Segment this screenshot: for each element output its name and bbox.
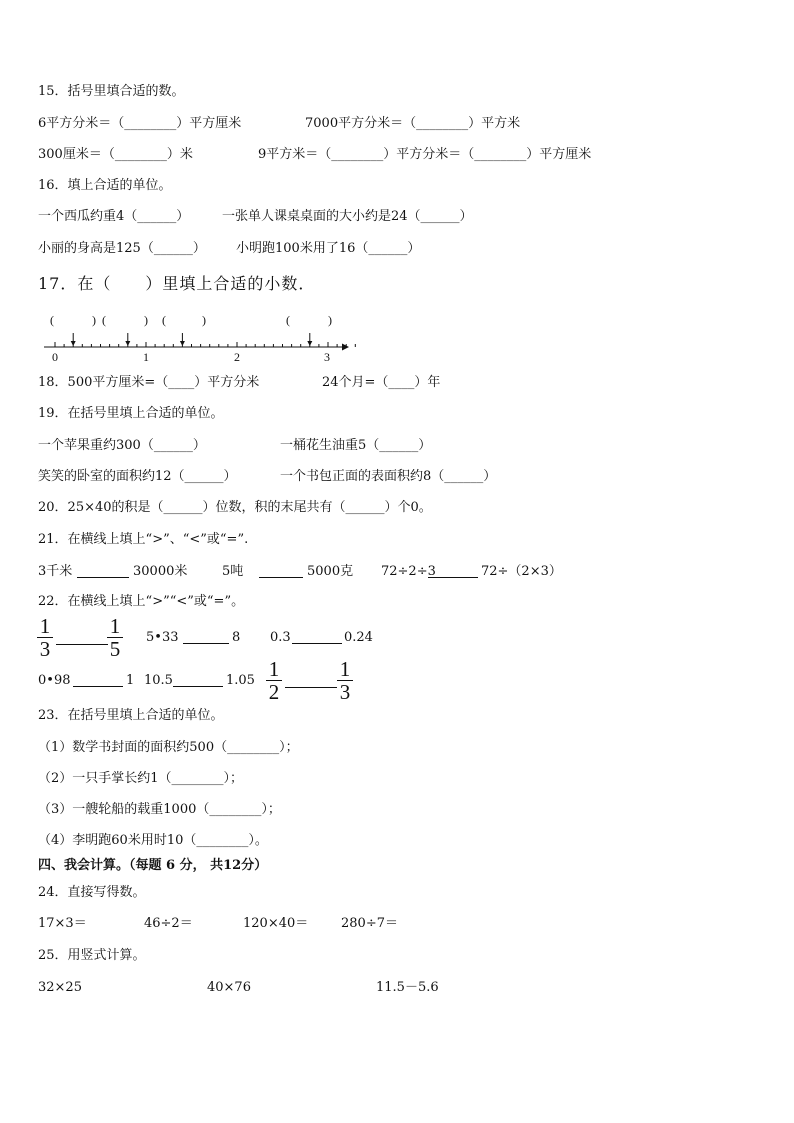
answer-blank[interactable] bbox=[428, 577, 478, 578]
paren-mark: ) bbox=[328, 313, 332, 327]
q25-item-1: 32×25 bbox=[38, 980, 82, 995]
q21-b-right: 5000克 bbox=[307, 564, 354, 579]
q22-e-right: 1.05 bbox=[226, 673, 255, 688]
answer-blank[interactable] bbox=[77, 577, 129, 578]
q21-c-right: 72÷（2×3） bbox=[481, 564, 562, 579]
q24-item-2: 46÷2＝ bbox=[144, 916, 193, 931]
q21-a-left: 3千米 bbox=[38, 564, 73, 579]
q16-d: 小明跑100米用了16（______） bbox=[236, 241, 421, 256]
q24-item-4: 280÷7＝ bbox=[341, 916, 398, 931]
q22-title: 22．在横线上填上“>”“<”或“=”。 bbox=[38, 594, 245, 609]
paren-mark: ( bbox=[162, 313, 166, 327]
q16-a: 一个西瓜约重4（______） bbox=[38, 209, 190, 224]
paren-mark: ) bbox=[202, 313, 206, 327]
fraction-one-third bbox=[37, 616, 53, 659]
q21-title: 21．在横线上填上“>”、“<”或“=”. bbox=[38, 532, 249, 547]
value-arrow bbox=[125, 333, 130, 346]
q24-title: 24．直接写得数。 bbox=[38, 885, 146, 900]
q25-item-3: 11.5－5.6 bbox=[376, 980, 439, 995]
q23-title: 23．在括号里填上合适的单位。 bbox=[38, 708, 224, 723]
q18-a: 18．500平方厘米=（____）平方分米 bbox=[38, 375, 260, 390]
axis-arrowhead bbox=[342, 344, 349, 351]
denominator: 5 bbox=[109, 637, 121, 661]
denominator: 3 bbox=[339, 680, 351, 704]
q25-title: 25．用竖式计算。 bbox=[38, 948, 146, 963]
q17-title: 17．在（ ）里填上合适的小数． bbox=[38, 274, 316, 293]
q24-item-3: 120×40＝ bbox=[243, 916, 309, 931]
fraction-one-third-b bbox=[337, 659, 353, 702]
repeating-decimal-0-98: 0•98 bbox=[38, 673, 71, 688]
q22-b-right: 8 bbox=[232, 630, 241, 645]
q19-c: 笑笑的卧室的面积约12（______） bbox=[38, 469, 237, 484]
q18-b: 24个月=（____）年 bbox=[322, 375, 441, 390]
numerator: 1 bbox=[339, 657, 351, 681]
paren-mark: ( bbox=[102, 313, 106, 327]
section-heading: 四、我会计算。（每题 6 分， 共12分） bbox=[38, 858, 268, 873]
q24-item-1: 17×3＝ bbox=[38, 916, 87, 931]
q23-item-2: （2）一只手掌长约1（________）； bbox=[38, 771, 244, 786]
q19-title: 19．在括号里填上合适的单位。 bbox=[38, 406, 224, 421]
paren-mark: ( bbox=[50, 313, 54, 327]
answer-blank[interactable] bbox=[292, 643, 342, 644]
q23-item-1: （1）数学书封面的面积约500（________）； bbox=[38, 740, 299, 755]
repeating-decimal-5-33: 5•33 bbox=[146, 630, 179, 645]
denominator: 3 bbox=[39, 637, 51, 661]
paren-mark: ) bbox=[144, 313, 148, 327]
q21-b-left: 5吨 bbox=[222, 564, 244, 579]
q23-item-4: （4）李明跑60米用时10（________）。 bbox=[38, 833, 268, 848]
denominator: 2 bbox=[268, 680, 280, 704]
q23-item-3: （3）一艘轮船的载重1000（________）； bbox=[38, 802, 281, 817]
answer-blank[interactable] bbox=[259, 577, 303, 578]
q16-title: 16．填上合适的单位。 bbox=[38, 178, 172, 193]
q19-a: 一个苹果重约300（______） bbox=[38, 438, 206, 453]
q15-d: 9平方米＝（________）平方分米＝（________）平方厘米 bbox=[258, 147, 592, 162]
answer-blank[interactable] bbox=[173, 686, 223, 687]
value-arrow bbox=[307, 333, 312, 346]
answer-blank[interactable] bbox=[73, 686, 123, 687]
value-arrow bbox=[71, 333, 76, 346]
q22-d-right: 1 bbox=[126, 673, 135, 688]
fraction-one-fifth bbox=[107, 616, 123, 659]
tick-label-0: 0 bbox=[52, 350, 58, 364]
q20-text: 20．25×40的积是（______）位数，积的末尾共有（______）个0。 bbox=[38, 500, 432, 515]
q15-a: 6平方分米＝（________）平方厘米 bbox=[38, 116, 242, 131]
fraction-one-half bbox=[266, 659, 282, 702]
answer-blank[interactable] bbox=[183, 643, 229, 644]
tick-label-1: 1 bbox=[143, 350, 149, 364]
q21-c-left: 72÷2÷3 bbox=[381, 564, 436, 579]
answer-blank[interactable] bbox=[285, 687, 337, 688]
tick-label-2: 2 bbox=[234, 350, 240, 364]
q16-b: 一张单人课桌桌面的大小约是24（______） bbox=[222, 209, 473, 224]
paren-mark: ) bbox=[92, 313, 96, 327]
q19-d: 一个书包正面的表面积约8（______） bbox=[280, 469, 497, 484]
tick-label-3: 3 bbox=[324, 350, 330, 364]
q15-b: 7000平方分米＝（________）平方米 bbox=[305, 116, 521, 131]
q25-item-2: 40×76 bbox=[207, 980, 251, 995]
q22-c-right: 0.24 bbox=[344, 630, 373, 645]
value-arrow bbox=[180, 333, 185, 346]
q22-c-left: 0.3 bbox=[270, 630, 291, 645]
q16-c: 小丽的身高是125（______） bbox=[38, 241, 206, 256]
numerator: 1 bbox=[39, 614, 51, 638]
q21-a-right: 30000米 bbox=[133, 564, 188, 579]
numerator: 1 bbox=[268, 657, 280, 681]
q15-title: 15．括号里填合适的数。 bbox=[38, 84, 185, 99]
q22-e-left: 10.5 bbox=[144, 673, 173, 688]
numerator: 1 bbox=[109, 614, 121, 638]
paren-mark: ( bbox=[286, 313, 290, 327]
answer-blank[interactable] bbox=[56, 644, 108, 645]
number-line bbox=[36, 308, 356, 364]
q15-c: 300厘米＝（________）米 bbox=[38, 147, 193, 162]
q19-b: 一桶花生油重5（______） bbox=[280, 438, 432, 453]
